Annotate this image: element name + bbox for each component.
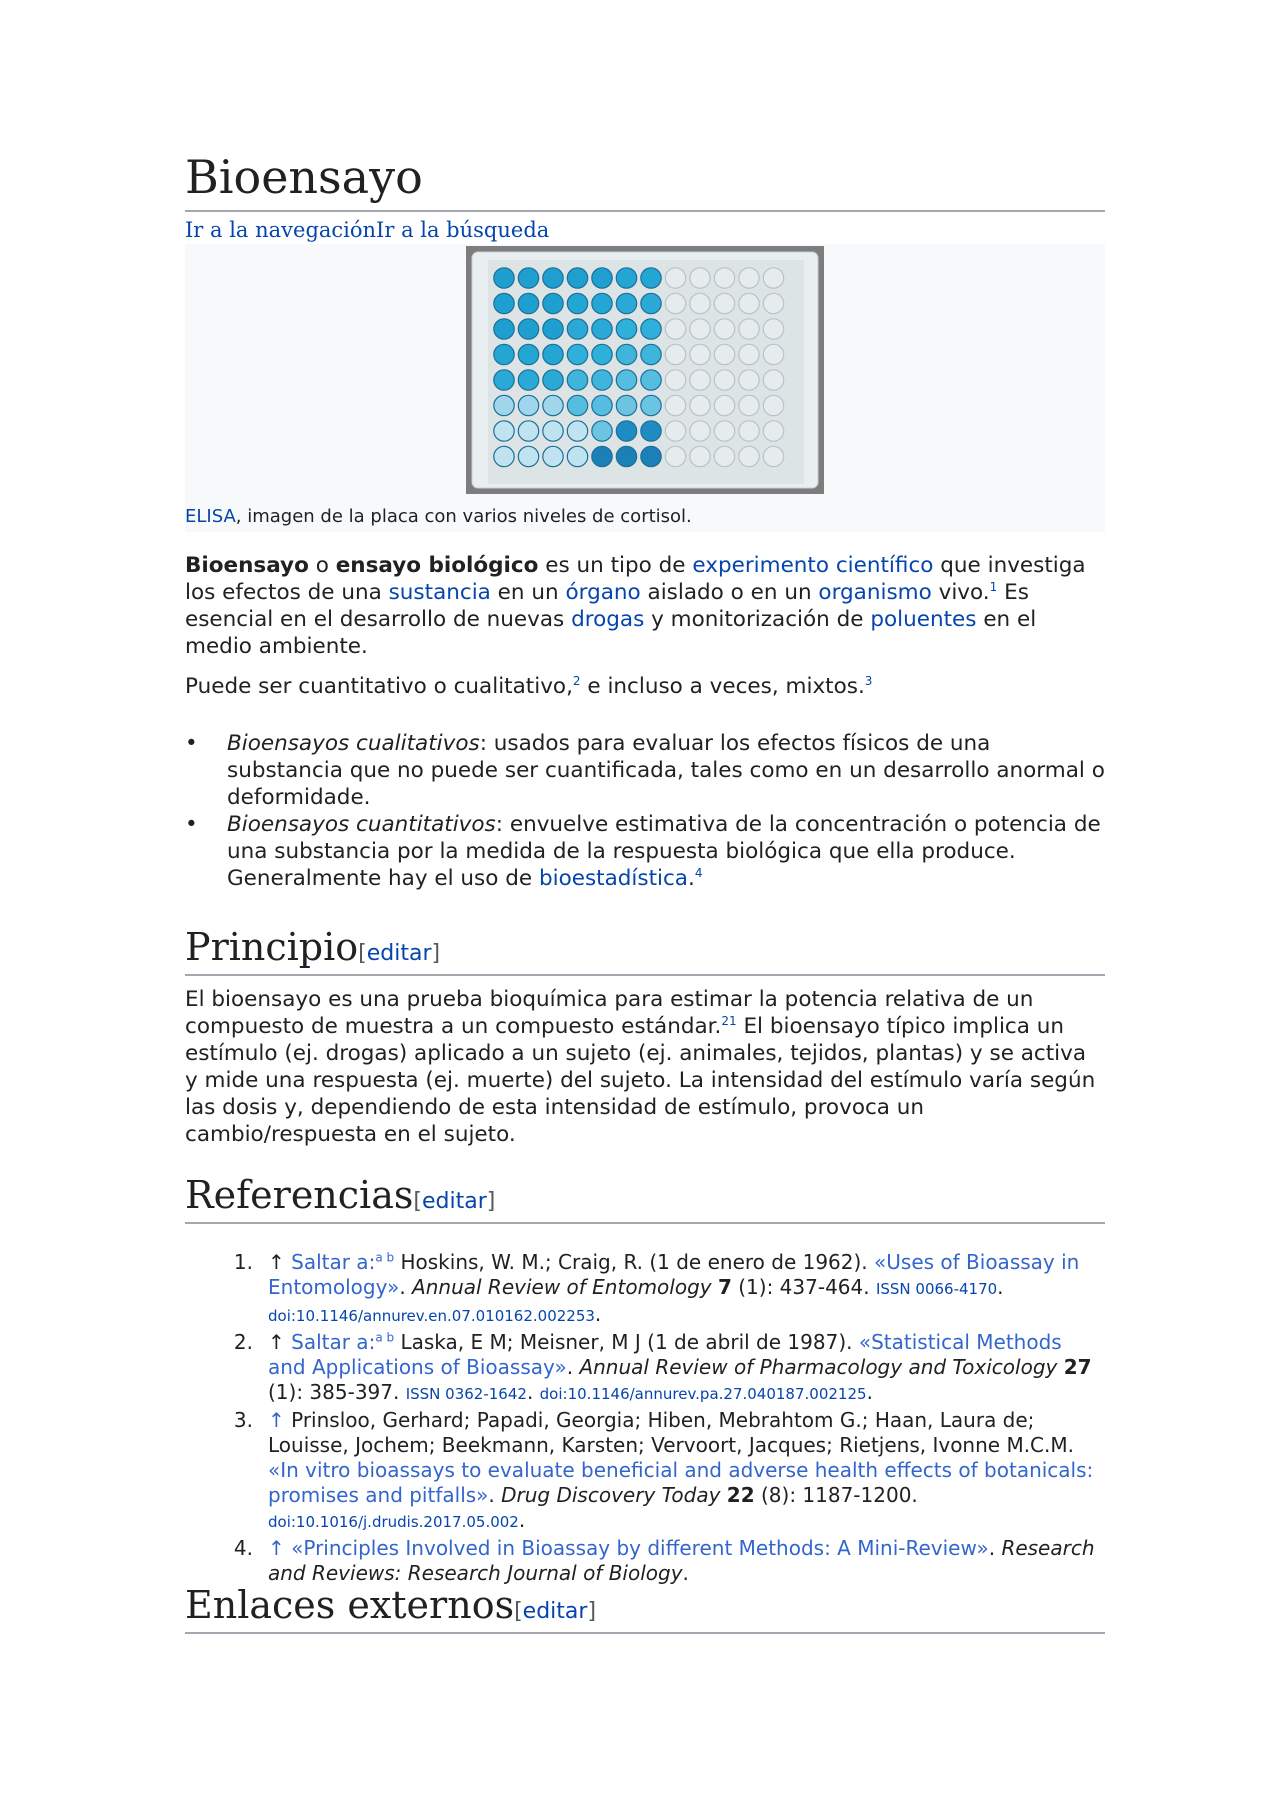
plate-well: [592, 395, 612, 415]
plate-well: [739, 395, 759, 415]
plate-well: [714, 268, 734, 288]
plate-well: [763, 370, 783, 390]
plate-well: [641, 293, 661, 313]
plate-well: [763, 268, 783, 288]
reference-item: 1. ↑ Saltar a:$^{a b}$ Hoskins, W. M.; Craig, R. (1 de enero de 1962). «Uses of Bioassay in Entomology». Annual Review of Entomology 7 (1): 437-464. ISSN 0066-4170. doi:10.1146/annurev.en.07.010162.002253.: [233, 1250, 1080, 1326]
plate-well: [494, 268, 514, 288]
plate-well: [690, 421, 710, 441]
reference-title-link[interactable]: «In vitro bioassays to evaluate beneficial and adverse health effects of botanicals: promises and pitfalls»: [268, 1458, 1094, 1507]
plate-well: [690, 293, 710, 313]
list-item: • Bioensayos cuantitativos: envuelve estimativa de la concentración o potencia de una substancia por la medida de la respuesta biológica que ella produce. Generalmente hay el uso de bioestadística.$^4$: [185, 811, 1105, 892]
ref-sup[interactable]: 3: [864, 673, 873, 688]
plate-well: [518, 268, 538, 288]
plate-well: [518, 395, 538, 415]
plate-well: [690, 319, 710, 339]
section-heading-enlaces: Enlaces externos[editar]: [185, 1586, 1105, 1634]
plate-well: [567, 293, 587, 313]
elisa-plate-image[interactable]: [466, 246, 824, 494]
list-item: • Bioensayos cualitativos: usados para evaluar los efectos físicos de una substancia que no puede ser cuantificada, tales como en un desarrollo anormal o deformidade.: [185, 730, 1105, 811]
plate-well: [641, 395, 661, 415]
plate-well: [543, 344, 563, 364]
plate-well: [739, 268, 759, 288]
plate-well: [714, 293, 734, 313]
plate-well: [567, 319, 587, 339]
plate-well: [543, 319, 563, 339]
plate-well: [592, 421, 612, 441]
plate-well: [690, 446, 710, 466]
plate-well: [543, 446, 563, 466]
plate-well: [543, 370, 563, 390]
plate-well: [739, 319, 759, 339]
plate-well: [763, 344, 783, 364]
plate-well: [665, 395, 685, 415]
plate-well: [616, 446, 636, 466]
link-bioestadistica[interactable]: bioestadística: [538, 866, 688, 891]
plate-well: [543, 293, 563, 313]
ref-sup[interactable]: 21: [721, 1013, 737, 1028]
plate-well: [567, 446, 587, 466]
intro-paragraph: Bioensayo o ensayo biológico es un tipo de experimento científico que investiga los efectos de una sustancia en un órgano aislado o en un organismo vivo.$^1$ Es esencial en el desarrollo de nuevas drogas y monitorización de poluentes en el medio ambiente.: [185, 553, 1086, 659]
plate-well: [739, 446, 759, 466]
plate-well: [714, 421, 734, 441]
back-arrow[interactable]: ↑: [268, 1536, 285, 1560]
plate-well: [763, 395, 783, 415]
edit-link[interactable]: [editar]: [514, 1599, 597, 1624]
plate-well: [494, 370, 514, 390]
plate-well: [665, 446, 685, 466]
plate-well: [641, 344, 661, 364]
saltar-link[interactable]: Saltar a:: [284, 1330, 376, 1354]
plate-well: [543, 395, 563, 415]
link-drogas[interactable]: drogas: [571, 607, 645, 632]
plate-well: [616, 268, 636, 288]
reference-title-link[interactable]: «Uses of Bioassay in Entomology»: [268, 1250, 1080, 1299]
plate-well: [616, 319, 636, 339]
plate-well: [641, 446, 661, 466]
link-sustancia[interactable]: sustancia: [388, 580, 491, 605]
plate-well: [616, 395, 636, 415]
reference-item: 4. ↑ «Principles Involved in Bioassay by different Methods: A Mini-Review». Research and Reviews: Research Journal of Biology.: [233, 1536, 1095, 1585]
plate-well: [567, 268, 587, 288]
plate-well: [665, 319, 685, 339]
plate-well: [714, 344, 734, 364]
plate-well: [518, 344, 538, 364]
plate-well: [592, 446, 612, 466]
plate-well: [567, 344, 587, 364]
plate-well: [543, 421, 563, 441]
reference-item: 3. ↑ Prinsloo, Gerhard; Papadi, Georgia; Hiben, Mebrahtom G.; Haan, Laura de; Louisse, Jochem; Beekmann, Karsten; Vervoort, Jacques; Rietjens, Ivonne M.C.M. «In vitro bioassays to evaluate beneficial and adverse health effects of botanicals: promises and pitfalls». Drug Discovery Today 22 (8): 1187-1200. doi:10.1016/j.drudis.2017.05.002.: [233, 1408, 1094, 1532]
reference-title-link[interactable]: «Principles Involved in Bioassay by different Methods: A Mini-Review»: [291, 1536, 989, 1560]
back-arrow: ↑: [268, 1330, 285, 1354]
link-poluentes[interactable]: poluentes: [870, 607, 977, 632]
link-organo[interactable]: órgano: [565, 580, 641, 605]
plate-well: [714, 370, 734, 390]
plate-well: [494, 293, 514, 313]
plate-well: [641, 268, 661, 288]
plate-well: [567, 395, 587, 415]
plate-well: [665, 268, 685, 288]
back-arrow: ↑: [268, 1250, 285, 1274]
link-experimento[interactable]: experimento científico: [692, 553, 934, 578]
plate-well: [763, 446, 783, 466]
plate-well: [690, 370, 710, 390]
section-heading-principio: Principio[editar]: [185, 928, 1105, 976]
plate-well: [592, 370, 612, 390]
plate-well: [665, 370, 685, 390]
plate-well: [641, 370, 661, 390]
edit-link[interactable]: [editar]: [413, 1189, 496, 1214]
plate-well: [518, 293, 538, 313]
plate-well: [592, 268, 612, 288]
principio-paragraph: El bioensayo es una prueba bioquímica para estimar la potencia relativa de un compuesto de muestra a un compuesto estándar.$^{21}$ El bioensayo típico implica un estímulo (ej. drogas) aplicado a un sujeto (ej. animales, tejidos, plantas) y se activa y mide una respuesta (ej. muerte) del sujeto. La intensidad del estímulo varía según las dosis y, dependiendo de esta intensidad de estímulo, provoca un cambio/respuesta en el sujeto.: [185, 987, 1096, 1147]
plate-well: [494, 421, 514, 441]
plate-well: [616, 344, 636, 364]
plate-well: [592, 293, 612, 313]
ref-sup[interactable]: 1: [989, 579, 998, 594]
plate-well: [543, 268, 563, 288]
figure-caption: ELISA, imagen de la placa con varios niveles de cortisol.: [185, 506, 692, 527]
plate-well: [616, 370, 636, 390]
ref-sup[interactable]: 4: [694, 865, 703, 880]
plate-well: [616, 293, 636, 313]
plate-well: [714, 319, 734, 339]
link-organismo[interactable]: organismo: [818, 580, 932, 605]
plate-well: [763, 421, 783, 441]
plate-well: [592, 319, 612, 339]
plate-well: [494, 395, 514, 415]
saltar-link[interactable]: Saltar a:: [284, 1250, 376, 1274]
back-arrow[interactable]: ↑: [268, 1408, 285, 1432]
plate-well: [665, 344, 685, 364]
plate-well: [641, 319, 661, 339]
jump-links[interactable]: Ir a la navegaciónIr a la búsqueda: [185, 218, 550, 242]
figure: [185, 244, 1105, 532]
plate-well: [739, 293, 759, 313]
plate-well: [739, 344, 759, 364]
plate-well: [690, 344, 710, 364]
plate-well: [739, 421, 759, 441]
plate-well: [518, 421, 538, 441]
ref-sup[interactable]: 2: [572, 673, 581, 688]
reference-title-link[interactable]: «Statistical Methods and Applications of Bioassay»: [268, 1330, 1062, 1379]
plate-well: [494, 344, 514, 364]
plate-well: [665, 421, 685, 441]
plate-well: [518, 319, 538, 339]
plate-well: [494, 446, 514, 466]
plate-well: [763, 293, 783, 313]
plate-well: [739, 370, 759, 390]
reference-item: 2. ↑ Saltar a:$^{a b}$ Laska, E M; Meisner, M J (1 de abril de 1987). «Statistical Methods and Applications of Bioassay». Annual Review of Pharmacology and Toxicology 27 (1): 385-397. ISSN 0362-1642. doi:10.1146/annurev.pa.27.040187.002125.: [233, 1330, 1092, 1404]
section-heading-referencias: Referencias[editar]: [185, 1176, 1105, 1224]
edit-link[interactable]: [editar]: [358, 941, 441, 966]
plate-well: [714, 446, 734, 466]
plate-well: [763, 319, 783, 339]
bullet-list: [185, 730, 1105, 892]
page-title: Bioensayo: [185, 154, 1105, 212]
plate-well: [641, 421, 661, 441]
plate-well: [616, 421, 636, 441]
paragraph-2: Puede ser cuantitativo o cualitativo,$^2$ e incluso a veces, mixtos.$^3$: [185, 673, 873, 699]
plate-well: [690, 395, 710, 415]
plate-well: [592, 344, 612, 364]
plate-well: [690, 268, 710, 288]
plate-well: [714, 395, 734, 415]
plate-well: [567, 421, 587, 441]
caption-link-elisa[interactable]: ELISA: [185, 506, 236, 527]
plate-well: [494, 319, 514, 339]
plate-well: [567, 370, 587, 390]
plate-well: [665, 293, 685, 313]
references-list: [185, 1250, 1105, 1587]
plate-well: [518, 370, 538, 390]
plate-well: [518, 446, 538, 466]
